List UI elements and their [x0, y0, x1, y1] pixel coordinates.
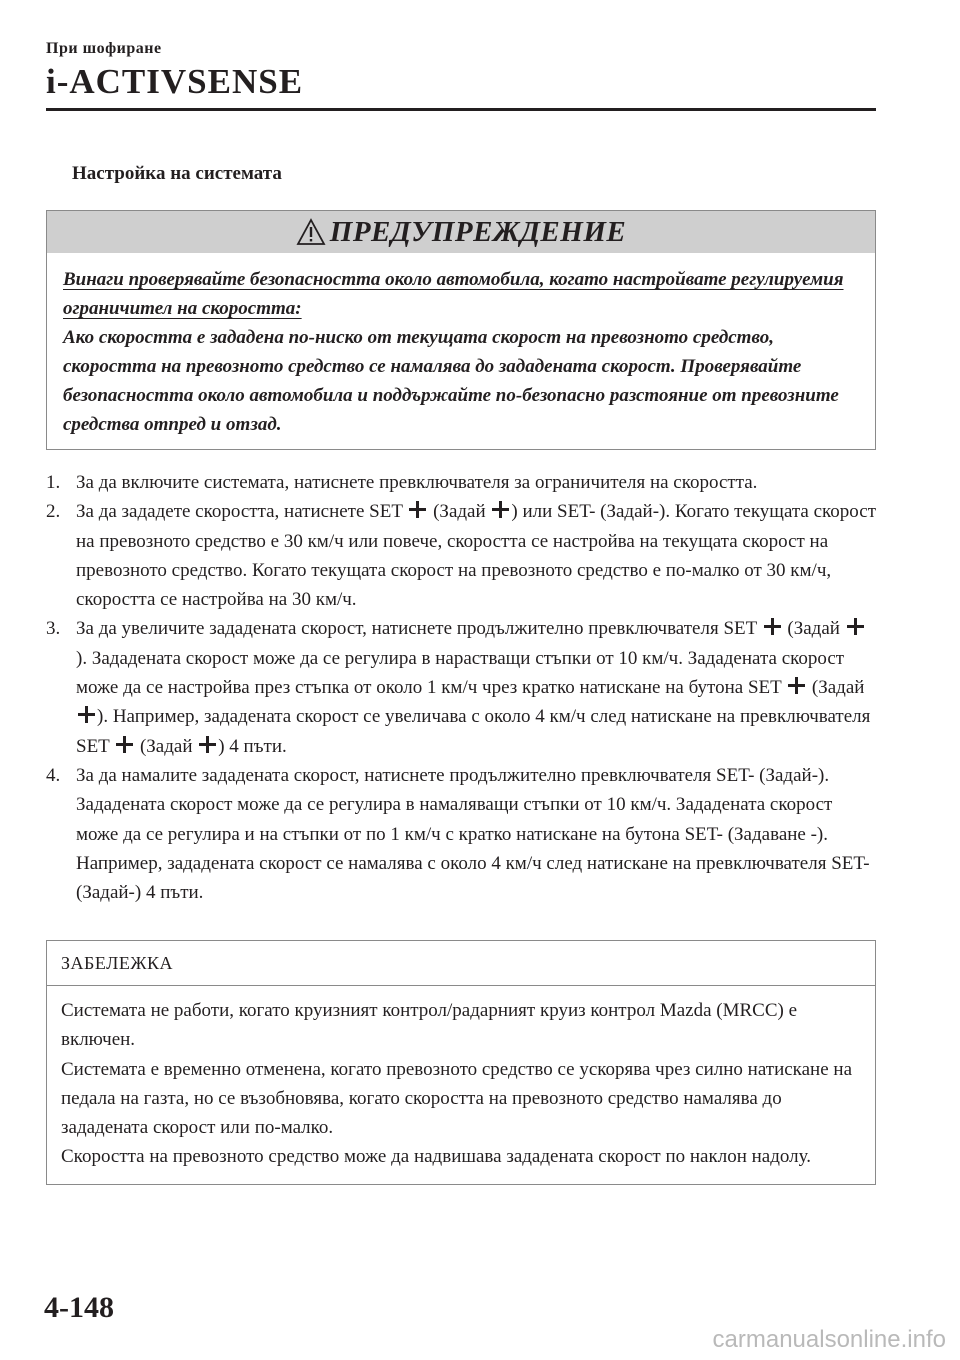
warning-triangle-icon [296, 218, 326, 246]
plus-icon [764, 618, 781, 635]
step-text: За да включите системата, натиснете превключвателя за ограничителя на скоростта. [76, 472, 758, 493]
note-title: ЗАБЕЛЕЖКА [47, 941, 875, 986]
note-body [47, 986, 875, 1184]
note-paragraph: Скоростта на превозното средство може да надвишава зададената скорост по наклон надолу. [61, 1146, 811, 1168]
list-item [46, 761, 876, 907]
step-number: 2. [46, 501, 61, 523]
list-item [46, 497, 876, 614]
note-paragraph: Системата е временно отменена, когато превозното средство се ускорява чрез силно натискане на педала на газта, но се възобновява, когато скоростта на превозното средство намалява до зададената скорост или по-малко. [61, 1058, 852, 1139]
page-header [46, 40, 875, 100]
watermark: carmanualsonline.info [712, 1326, 946, 1353]
step-number: 1. [46, 472, 61, 493]
note-paragraph: Системата не работи, когато круизният контрол/радарният круиз контрол Mazda (MRCC) е включен. [61, 1000, 798, 1051]
list-item [46, 468, 876, 497]
warning-title: ПРЕДУПРЕЖДЕНИЕ [329, 215, 627, 248]
plus-icon [409, 501, 426, 518]
plus-icon [78, 706, 95, 723]
plus-icon [847, 618, 864, 635]
warning-text: Ако скоростта е зададена по-ниско от текущата скорост на превозното средство, скоростта на превозното средство се намалява до зададената скорост. Проверявайте безопасността около автомобила и поддържайте по-безопасно разстояние от превозните средства отпред и отзад. [63, 327, 839, 435]
header-divider [46, 108, 876, 111]
warning-body [47, 253, 875, 449]
plus-icon [116, 736, 133, 753]
warning-lead: Винаги проверявайте безопасността около автомобила, когато настройвате регулируемия ограничител на скоростта: [63, 269, 844, 319]
step-text: За да увеличите зададената скорост, натиснете продължително превключвателя SET (Задай ). Зададената скорост може да се регулира в нарастващи стъпки от 10 км/ч. Зададената скорост може да се настройва през стъпка от около 1 км/ч чрез кратко натискане на бутона SET (Задай ). Например, зададената скорост се увеличава с около 4 км/ч след натискане на превключвателя SET (Задай ) 4 пъти. [76, 618, 871, 757]
step-text: За да намалите зададената скорост, натиснете продължително превключвателя SET- (Задай-). Зададената скорост може да се регулира в намаляващи стъпки от 10 км/ч. Зададената скорост може да се регулира и на стъпки от по 1 км/ч с кратко натискане на бутона SET- (Задаване -). Например, зададената скорост се намалява с около 4 км/ч след натискане на превключвателя SET- (Задай-) 4 пъти. [76, 764, 870, 904]
plus-icon [788, 677, 805, 694]
section-title: i-ACTIVSENSE [46, 62, 304, 101]
note-box [46, 940, 876, 1185]
step-number: 4. [46, 764, 61, 786]
step-text: За да зададете скоростта, натиснете SET (Задай ) или SET- (Задай-). Когато текущата скорост на превозното средство е 30 км/ч или повече, скоростта се настройва на текущата скорост на превозното средство. Когато текущата скорост на превозното средство е по-малко от 30 км/ч, скоростта се настройва на 30 км/ч. [76, 501, 877, 611]
subheading: Настройка на системата [72, 163, 282, 184]
warning-box [46, 210, 876, 450]
plus-icon [199, 736, 216, 753]
warning-header [47, 211, 875, 253]
chapter-title: При шофиране [46, 40, 162, 57]
page-number: 4-148 [44, 1291, 114, 1324]
plus-icon [492, 501, 509, 518]
steps-list [46, 468, 876, 907]
step-number: 3. [46, 618, 61, 640]
list-item [46, 614, 876, 760]
